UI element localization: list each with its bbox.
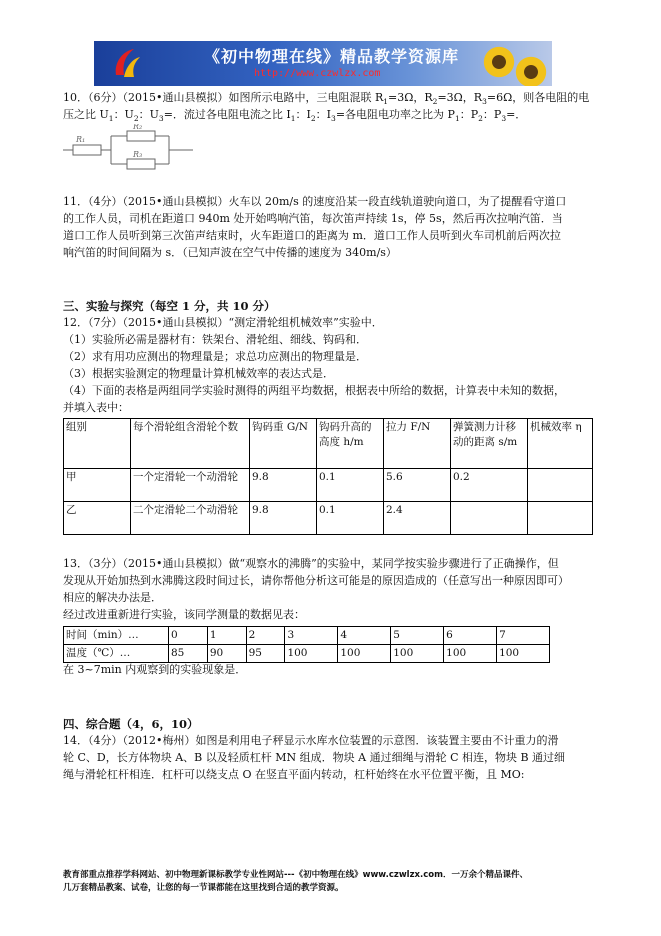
table-cell: 甲 <box>64 469 131 502</box>
table-cell: 9.8 <box>250 502 317 535</box>
q13-line-4: 经过改进重新进行实验，该同学测量的数据见表： <box>63 608 305 621</box>
table-cell: 0.1 <box>317 502 384 535</box>
q10-line-2: 压之比 $U_1$：$U_2$：$U_3=$．流过各电阻电流之比 $I_1$：$I_2$：$I_3=$各电阻电功率之比为 $P_1$：$P_2$：$P_3=$． <box>63 108 527 124</box>
q13-line-3: 相应的解决办法是． <box>63 591 162 604</box>
table-row <box>64 627 550 645</box>
q13-line-1: 13．（3分）（2015•通山县模拟）做“观察水的沸腾”的实验中，某同学按实验步骤进行了正确操作，但 <box>63 557 559 570</box>
q11-line-3: 道口工作人员听到第三次笛声结束时，火车距道口的距离为 m．道口工作人员听到火车司机前后两次拉 <box>63 229 561 242</box>
section-4-title: 四、综合题（4，6，10） <box>63 717 199 731</box>
table-header-cell: 钩码升高的高度 h/m <box>317 419 384 469</box>
table-row <box>64 502 593 535</box>
site-logo-icon <box>112 47 142 79</box>
table-cell: 9.8 <box>250 469 317 502</box>
q12-line-5: （4）下面的表格是两组同学实验时测得的两组平均数据，根据表中所给的数据，计算表中未知的数据， <box>63 384 565 397</box>
table-header-cell: 每个滑轮组含滑轮个数 <box>131 419 250 469</box>
boiling-data-table <box>63 626 550 663</box>
page-footer <box>63 869 528 895</box>
section-3-title: 三、实验与探究（每空 1 分，共 10 分） <box>63 299 276 313</box>
q11-line-2: 的工作人员，司机在距道口 940m 处开始鸣响汽笛，每次笛声持续 1s，停 5s，然后再次拉响汽笛．当 <box>63 212 563 225</box>
q14-line-3: 绳与滑轮杠杆相连．杠杆可以绕支点 O 在竖直平面内转动，杠杆始终在水平位置平衡，且 MO: <box>63 768 525 781</box>
table-cell <box>528 469 593 502</box>
circuit-diagram <box>63 124 193 176</box>
table-row <box>64 419 593 469</box>
table-header-cell: 拉力 F/N <box>384 419 451 469</box>
footer-line-2: 几万套精品教案、试卷，让您的每一节课都能在这里找到合适的教学资源。 <box>63 883 344 893</box>
q11-line-1: 11．（4分）（2015•通山县模拟）火车以 20m/s 的速度沿某一段直线轨道驶向道口，为了提醒看守道口 <box>63 195 567 208</box>
table-row <box>64 645 550 663</box>
table-header-cell: 钩码重 G/N <box>250 419 317 469</box>
q12-line-3: （2）求有用功应测出的物理量是；求总功应测出的物理量是． <box>63 350 367 363</box>
table-cell: 100 <box>338 645 391 663</box>
table-cell: 7 <box>497 627 550 645</box>
table-cell: 3 <box>285 627 338 645</box>
table-cell <box>451 502 528 535</box>
banner-url: http://www.czwlzx.com <box>254 68 381 79</box>
table-cell: 100 <box>391 645 444 663</box>
pulley-data-table <box>63 418 593 535</box>
table-header-cell: 弹簧测力计移动的距离 s/m <box>451 419 528 469</box>
table-header-cell: 组别 <box>64 419 131 469</box>
table-cell: 95 <box>246 645 285 663</box>
table-cell: 1 <box>207 627 246 645</box>
table-cell: 0.2 <box>451 469 528 502</box>
q14-line-1: 14．（4分）（2012•梅州）如图是利用电子秤显示水库水位装置的示意图．该装置主要由不计重力的滑 <box>63 734 559 747</box>
circuit-label-r3: R₃ <box>133 150 143 159</box>
circuit-label-r2: R₂ <box>133 124 143 131</box>
table-cell: 5.6 <box>384 469 451 502</box>
header-banner <box>94 41 552 86</box>
table-cell: 一个定滑轮一个动滑轮 <box>131 469 250 502</box>
table-cell: 100 <box>497 645 550 663</box>
table-cell: 2 <box>246 627 285 645</box>
table-cell: 时间（min）… <box>64 627 169 645</box>
table-cell: 0 <box>169 627 208 645</box>
table-cell: 100 <box>285 645 338 663</box>
table-cell: 90 <box>207 645 246 663</box>
table-cell: 85 <box>169 645 208 663</box>
q13-line-2: 发现从开始加热到水沸腾这段时间过长，请你帮他分析这可能是的原因造成的（任意写出一种原因即可） <box>63 574 569 587</box>
table-cell: 温度（℃）… <box>64 645 169 663</box>
q12-line-4: （3）根据实验测定的物理量计算机械效率的表达式是． <box>63 367 334 380</box>
q12-line-1: 12．（7分）（2015•通山县模拟）“测定滑轮组机械效率”实验中． <box>63 316 383 329</box>
table-cell: 6 <box>444 627 497 645</box>
table-cell: 乙 <box>64 502 131 535</box>
table-cell: 0.1 <box>317 469 384 502</box>
q12-line-2: （1）实验所必需是器材有：铁架台、滑轮组、细线、钩码和． <box>63 333 367 346</box>
footer-line-1: 教育部重点推荐学科网站、初中物理新课标教学专业性网站---《初中物理在线》www.czwlzx.com．一万余个精品课件、 <box>63 870 528 880</box>
table-row <box>64 469 593 502</box>
table-header-cell: 机械效率 η <box>528 419 593 469</box>
sunflower-icon <box>514 55 548 86</box>
table-cell: 5 <box>391 627 444 645</box>
table-cell: 100 <box>444 645 497 663</box>
q12-line-6: 并填入表中： <box>63 401 129 414</box>
q10-line-1: 10．（6分）（2015•通山县模拟）如图所示电路中，三电阻混联 $R_1=3\Omega$，$R_2=3\Omega$，$R_3=6\Omega$，则各电阻的电 <box>63 91 590 107</box>
sunflower-icon <box>482 45 516 79</box>
circuit-label-r1: R₁ <box>76 135 86 144</box>
table-cell: 二个定滑轮二个动滑轮 <box>131 502 250 535</box>
table-cell: 4 <box>338 627 391 645</box>
table-cell <box>528 502 593 535</box>
banner-title: 《初中物理在线》精品教学资源库 <box>204 47 460 66</box>
q13-after: 在 3~7min 内观察到的实验现象是． <box>63 663 247 676</box>
q11-line-4: 响汽笛的时间间隔为 s．（已知声波在空气中传播的速度为 340m/s） <box>63 246 397 259</box>
table-cell: 2.4 <box>384 502 451 535</box>
q14-line-2: 轮 C、D，长方体物块 A、B 以及轻质杠杆 MN 组成．物块 A 通过细绳与滑轮 C 相连，物块 B 通过细 <box>63 751 566 764</box>
